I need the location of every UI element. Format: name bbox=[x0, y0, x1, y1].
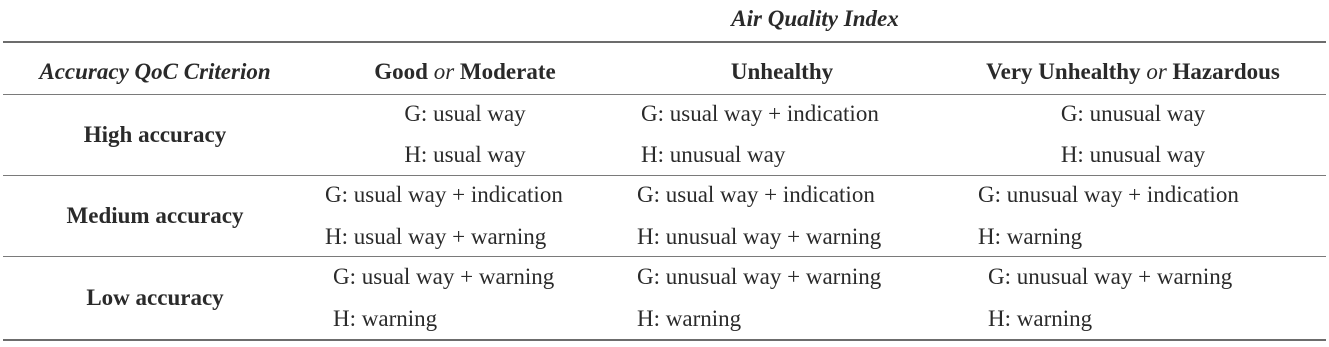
col-header-part: Unhealthy bbox=[730, 59, 834, 84]
header-rule bbox=[3, 94, 1326, 95]
cell-g: G: unusual way + warning bbox=[637, 264, 882, 289]
col-header-part: Hazardous bbox=[1172, 59, 1280, 84]
row-label-medium-accuracy: Medium accuracy bbox=[66, 203, 244, 228]
cell-g: G: usual way + indication bbox=[637, 182, 875, 207]
cell-h: H: warning bbox=[978, 224, 1083, 249]
cell-g: G: usual way + warning bbox=[333, 264, 555, 289]
group-header: Air Quality Index bbox=[731, 6, 899, 31]
cell-g: G: usual way bbox=[404, 101, 526, 126]
top-rule bbox=[3, 41, 1326, 43]
cell-h: H: warning bbox=[333, 306, 438, 331]
col-header-part: Moderate bbox=[459, 59, 556, 84]
col-header-very-unhealthy-hazardous bbox=[986, 59, 1280, 85]
col-header-part: Very Unhealthy bbox=[986, 59, 1141, 84]
col-header-unhealthy bbox=[731, 59, 833, 85]
cell-h: H: usual way + warning bbox=[325, 224, 547, 249]
row-label-high-accuracy: High accuracy bbox=[83, 122, 227, 147]
col-header-good-moderate bbox=[374, 59, 555, 85]
row-divider-1 bbox=[3, 175, 1326, 176]
cell-g: G: unusual way bbox=[1060, 101, 1206, 126]
cell-h: H: warning bbox=[988, 306, 1093, 331]
row-divider-2 bbox=[3, 256, 1326, 257]
cell-h: H: unusual way bbox=[641, 142, 786, 167]
col-header-or: or bbox=[433, 59, 455, 84]
cell-h: H: warning bbox=[637, 306, 742, 331]
criterion-header: Accuracy QoC Criterion bbox=[39, 59, 271, 84]
cell-g: G: usual way + indication bbox=[325, 182, 563, 207]
cell-h: H: unusual way + warning bbox=[637, 224, 882, 249]
cell-h: H: unusual way bbox=[1060, 142, 1206, 167]
cell-g: G: unusual way + indication bbox=[978, 182, 1239, 207]
row-label-low-accuracy: Low accuracy bbox=[86, 285, 224, 310]
col-header-or: or bbox=[1146, 59, 1167, 84]
cell-g: G: usual way + indication bbox=[641, 101, 879, 126]
cell-g: G: unusual way + warning bbox=[988, 264, 1233, 289]
col-header-part: Good bbox=[374, 59, 428, 84]
bottom-rule bbox=[3, 339, 1326, 341]
cell-h: H: usual way bbox=[404, 142, 526, 167]
